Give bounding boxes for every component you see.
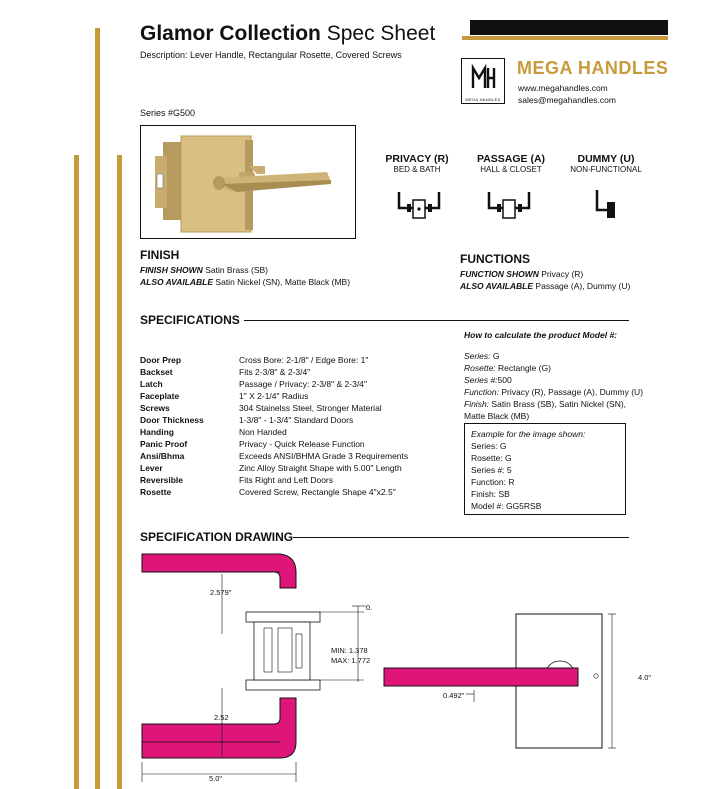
spec-row (140, 415, 204, 425)
spec-label: Ansi/Bhma (140, 451, 185, 461)
example-heading: Example for the image shown: (471, 429, 586, 439)
spec-row (140, 427, 174, 437)
functions-heading: FUNCTIONS (460, 252, 530, 266)
brand-name: MEGA HANDLES (517, 58, 669, 78)
mh-logo-icon (468, 62, 498, 92)
title-regular: Spec Sheet (326, 22, 436, 45)
calc-label: Series: (464, 351, 491, 361)
finish-heading: FINISH (140, 248, 180, 262)
function-type-passage (466, 153, 556, 174)
spec-label: Handing (140, 427, 174, 437)
finish-shown-label: FINISH SHOWN (140, 265, 203, 275)
gold-bar-left-3 (117, 155, 122, 789)
example-line: Series: G (471, 441, 507, 451)
spec-value: Covered Screw, Rectangle Shape 4"x2.5" (239, 487, 396, 497)
model-calc-heading: How to calculate the product Model #: (464, 330, 618, 340)
series-label: Series #G500 (140, 108, 196, 118)
page-title (140, 22, 435, 46)
website-link[interactable]: www.megahandles.com (518, 83, 608, 93)
fn-title-passage: PASSAGE (A) (476, 153, 546, 165)
function-shown-label: FUNCTION SHOWN (460, 269, 539, 279)
calc-label: Series #: (464, 375, 498, 385)
spec-row (140, 463, 163, 473)
brand-gold-bar (462, 36, 668, 40)
gold-bar-left-1 (95, 28, 100, 789)
function-also-label: ALSO AVAILABLE (460, 281, 534, 291)
example-line: Series #: 5 (471, 465, 512, 475)
brand-black-bar (470, 20, 668, 35)
spec-row (140, 355, 181, 365)
specifications-rule (244, 320, 629, 321)
spec-value: Cross Bore: 2-1/8" / Edge Bore: 1" (239, 355, 369, 365)
spec-value: Passage / Privacy: 2-3/8" & 2-3/4" (239, 379, 367, 389)
spec-value: 1" X 2-1/4" Radius (239, 391, 309, 401)
spec-row (140, 475, 183, 485)
spec-value: Zinc Alloy Straight Shape with 5.00" Length (239, 463, 402, 473)
spec-label: Reversible (140, 475, 183, 485)
dim-max: MAX: 1.772 (331, 656, 371, 665)
spec-label: Faceplate (140, 391, 180, 401)
spec-label: Door Prep (140, 355, 182, 365)
spec-label: Backset (140, 367, 173, 377)
spec-label: Lever (140, 463, 163, 473)
title-bold: Glamor Collection (140, 22, 321, 45)
spec-row (140, 439, 187, 449)
spec-value: Exceeds ANSI/BHMA Grade 3 Requirements (239, 451, 409, 461)
spec-value: 304 Stainelss Steel, Stronger Material (239, 403, 382, 413)
example-box (464, 423, 626, 515)
email-link[interactable]: sales@megahandles.com (518, 95, 616, 105)
dim-zero: 0. (366, 603, 373, 612)
finish-section (140, 248, 350, 288)
logo-text: MEGA HANDLES (465, 97, 501, 102)
calc-finish-cont: Matte Black (MB) (464, 411, 530, 421)
function-shown-value: Privacy (R) (541, 269, 584, 279)
fn-subtitle-privacy: BED & BATH (393, 165, 441, 174)
fn-title-dummy: DUMMY (U) (577, 153, 635, 165)
calc-label: Function: (464, 387, 499, 397)
spec-table (140, 355, 440, 505)
spec-value: 1-3/8" - 1-3/4" Standard Doors (239, 415, 354, 425)
fn-subtitle-dummy: NON-FUNCTIONAL (570, 165, 642, 174)
spec-value: Privacy - Quick Release Function (239, 439, 365, 449)
function-type-privacy (372, 153, 462, 174)
spec-value: Non Handed (239, 427, 287, 437)
spec-label: Screws (140, 403, 170, 413)
product-image (140, 125, 356, 239)
spec-label: Rosette (140, 487, 172, 497)
example-line: Function: R (471, 477, 515, 487)
lever-handle-image (141, 126, 354, 237)
spec-value: Fits 2-3/8" & 2-3/4" (239, 367, 311, 377)
spec-label: Panic Proof (140, 439, 188, 449)
model-calc (464, 329, 664, 422)
spec-label: Door Thickness (140, 415, 204, 425)
product-description: Description: Lever Handle, Rectangular Rosette, Covered Screws (140, 50, 402, 60)
calc-value: Satin Brass (SB), Satin Nickel (SN), (491, 399, 627, 409)
example-line: Rosette: G (471, 453, 512, 463)
dim-bottom: 2.52 (214, 713, 229, 722)
fn-title-privacy: PRIVACY (R) (385, 153, 449, 165)
function-type-dummy (561, 153, 651, 174)
spec-row (140, 379, 163, 389)
brand-contact (518, 82, 616, 106)
fn-subtitle-passage: HALL & CLOSET (480, 165, 542, 174)
dummy-lever-icon (591, 186, 621, 224)
calc-label: Finish: (464, 399, 490, 409)
specifications-heading: SPECIFICATIONS (140, 313, 240, 327)
calc-label: Rosette: (464, 363, 496, 373)
example-line: Finish: SB (471, 489, 510, 499)
drawing-rule (293, 537, 629, 538)
gold-bar-left-2 (74, 155, 79, 789)
dim-offset: 0.492" (443, 691, 465, 700)
finish-shown-value: Satin Brass (SB) (205, 265, 269, 275)
drawing-heading: SPECIFICATION DRAWING (140, 530, 294, 544)
spec-label: Latch (140, 379, 163, 389)
spec-value: Fits Right and Left Doors (239, 475, 334, 485)
spec-row (140, 451, 184, 461)
specification-drawing (130, 548, 690, 789)
spec-row (140, 487, 171, 497)
calc-value: 500 (497, 375, 512, 385)
spec-row (140, 391, 179, 401)
dim-top: 2.579" (210, 588, 232, 597)
dim-min: MIN: 1.378 (331, 646, 368, 655)
finish-also-value: Satin Nickel (SN), Matte Black (MB) (215, 277, 351, 287)
function-also-value: Passage (A), Dummy (U) (535, 281, 631, 291)
dim-width: 5.0" (209, 774, 223, 783)
example-line: Model #: GG5RSB (471, 501, 542, 511)
brand-logo (461, 58, 505, 104)
calc-value: Privacy (R), Passage (A), Dummy (U) (501, 387, 644, 397)
dim-height: 4.0" (638, 673, 652, 682)
functions-section (460, 252, 630, 292)
calc-value: G (492, 351, 500, 361)
privacy-lever-icon (395, 188, 445, 224)
passage-lever-icon (485, 188, 535, 224)
finish-also-label: ALSO AVAILABLE (140, 277, 214, 287)
spec-row (140, 403, 170, 413)
spec-row (140, 367, 173, 377)
calc-value: Rectangle (G) (498, 363, 551, 373)
